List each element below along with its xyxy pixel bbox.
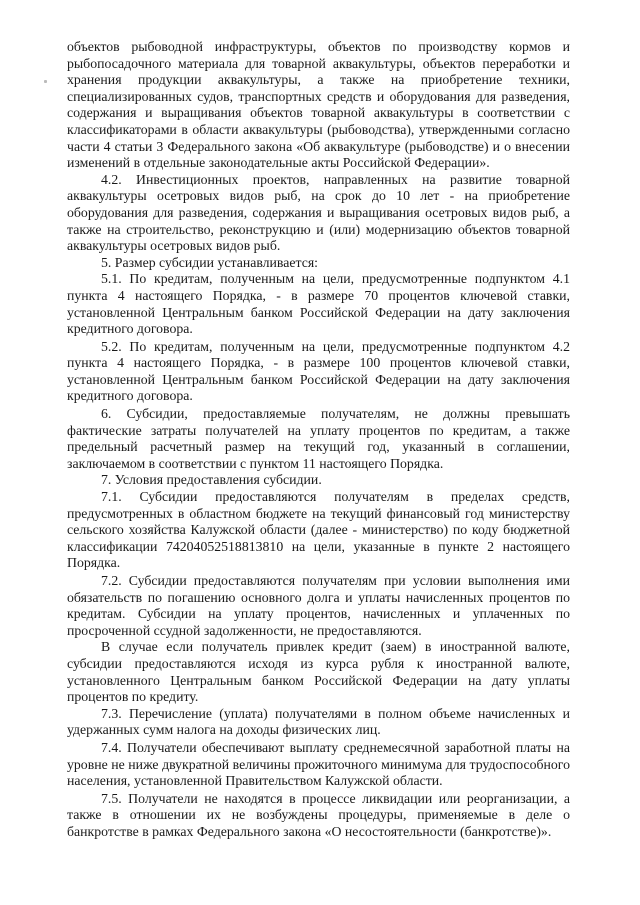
paragraph-continuation: объектов рыбоводной инфраструктуры, объектов по производству кормов и рыбопосадочного материала для товарной аквакультуры, объектов переработки и хранения продукции аквакультуры, а также на приобретение техники, специализированных судов, транспортных средств и оборудования для разведения, содержания и выращивания объектов товарной аквакультуры в соответствии с классификаторами в области аквакультуры (рыбоводства), утвержденными согласно части 4 статьи 3 Федерального закона «Об аквакультуре (рыбоводстве) и о внесении изменений в отдельные законодательные акты Российской Федерации». — [67, 39, 570, 171]
paragraph-7-3: 7.3. Перечисление (уплата) получателями в полном объеме начисленных и удержанных сумм налога на доходы физических лиц. — [67, 705, 570, 738]
paragraph-7-2: 7.2. Субсидии предоставляются получателям при условии выполнения ими обязательств по погашению основного долга и уплаты начисленных процентов по кредитам. Субсидии на уплату процентов, начисленных и уплаченных по просроченной ссудной задолженности, не предоставляются. — [67, 573, 570, 638]
paragraph-6: 6. Субсидии, предоставляемые получателям, не должны превышать фактические затраты получателей на уплату процентов по кредитам, а также предельный расчетный размер на текущий год, указанный в соглашении, заключаемом в соответствии с пунктом 11 настоящего Порядка. — [67, 406, 570, 471]
scan-speck — [44, 80, 47, 83]
paragraph-5: 5. Размер субсидии устанавливается: — [101, 254, 319, 270]
paragraph-7: 7. Условия предоставления субсидии. — [101, 472, 322, 488]
paragraph-7-5: 7.5. Получатели не находятся в процессе ликвидации или реорганизации, а также в отношении их не возбуждены процедуры, применяемые в деле о банкротстве в рамках Федерального закона «О несостоятельности (банкротстве)». — [67, 790, 570, 839]
paragraph-7-1: 7.1. Субсидии предоставляются получателям в пределах средств, предусмотренных в областном бюджете на текущий финансовый год министерству сельского хозяйства Калужской области (далее - министерство) по коду бюджетной классификации 74204052518813810 на цели, указанные в пункте 2 настоящего Порядка. — [67, 489, 570, 571]
paragraph-4-2: 4.2. Инвестиционных проектов, направленных на развитие товарной аквакультуры осетровых видов рыб, на срок до 10 лет - на приобретение оборудования для разведения, содержания и выращивания осетровых видов рыб, а также на строительство, реконструкцию и (или) модернизацию объектов товарной аквакультуры осетровых видов рыб. — [67, 171, 570, 254]
paragraph-5-2: 5.2. По кредитам, полученным на цели, предусмотренные подпунктом 4.2 пункта 4 настоящего Порядка, - в размере 100 процентов ключевой ставки, установленной Центральным банком Российской Федерации на дату заключения кредитного договора. — [67, 338, 570, 404]
paragraph-7-4: 7.4. Получатели обеспечивают выплату среднемесячной заработной платы на уровне не ниже двукратной величины прожиточного минимума для трудоспособного населения, установленной Правительством Калужской области. — [67, 739, 570, 789]
paragraph-foreign-currency: В случае если получатель привлек кредит (заем) в иностранной валюте, субсидии предоставляются исходя из курса рубля к иностранной валюте, установленного Центральным банком Российской Федерации на дату уплаты процентов по кредиту. — [67, 639, 570, 705]
paragraph-5-1: 5.1. По кредитам, полученным на цели, предусмотренные подпунктом 4.1 пункта 4 настоящего Порядка, - в размере 70 процентов ключевой ставки, установленной Центральным банком Российской Федерации на дату заключения кредитного договора. — [67, 271, 570, 337]
